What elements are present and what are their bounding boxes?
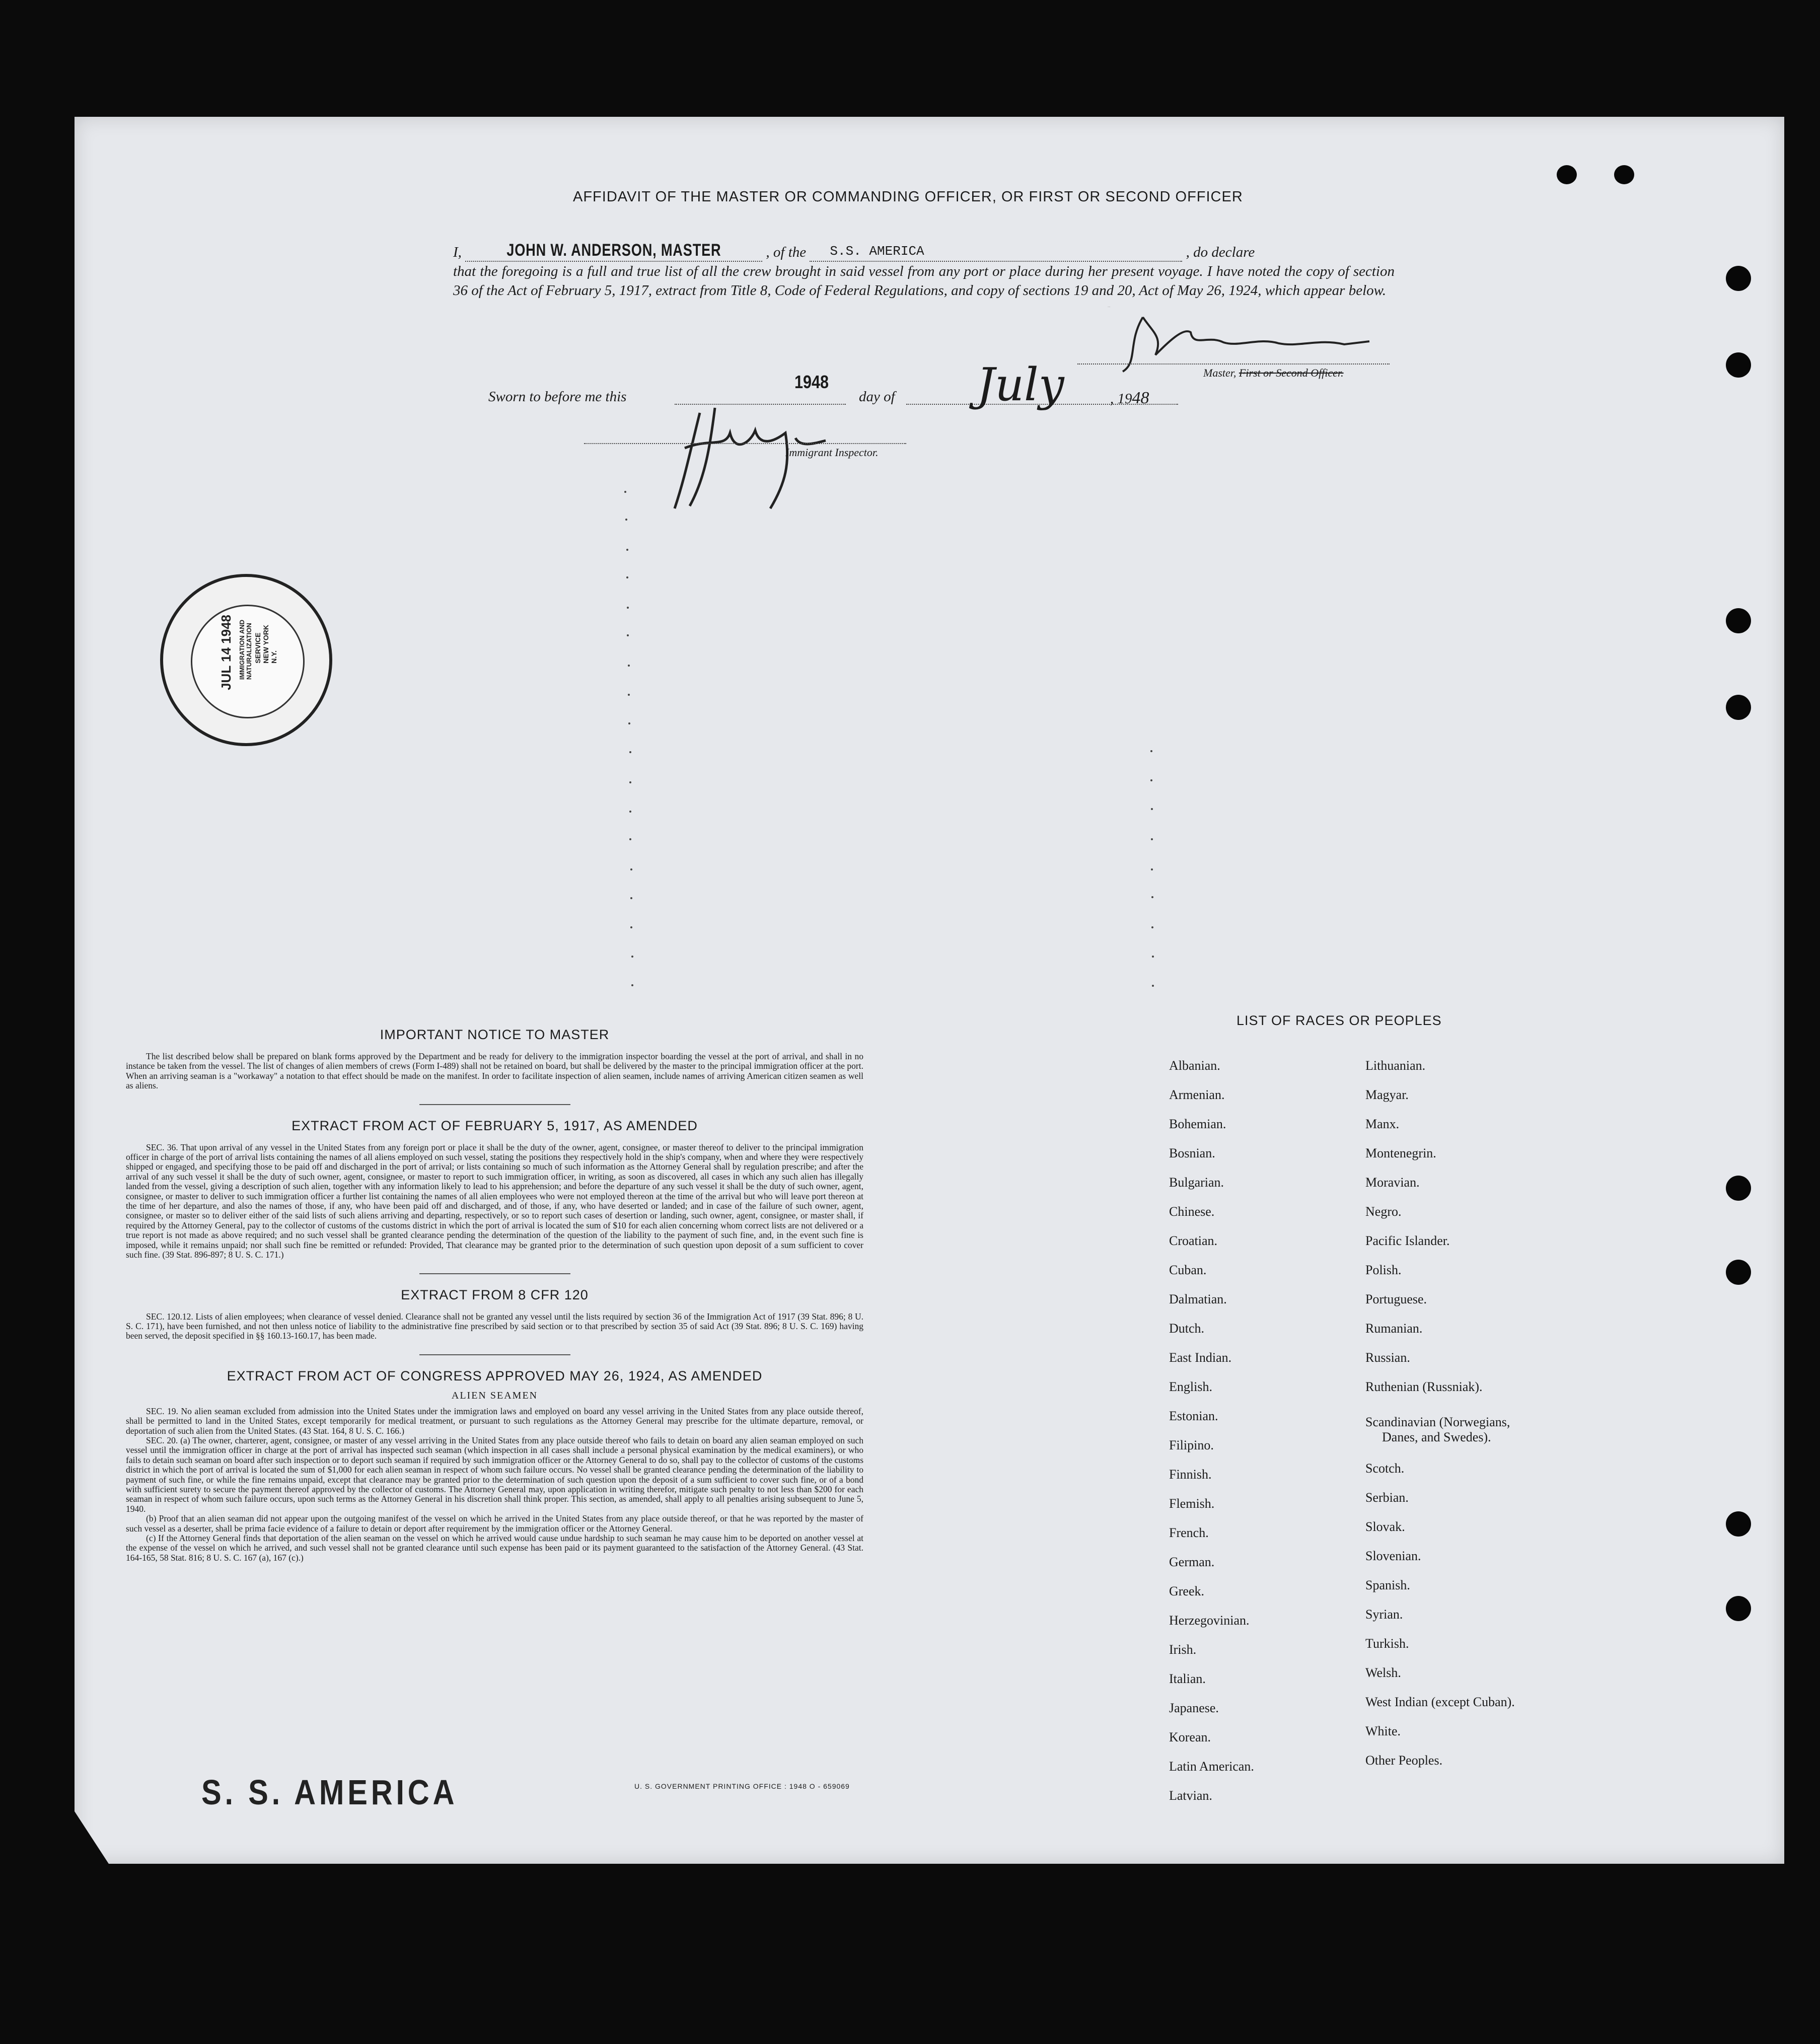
race-item: Serbian. <box>1365 1490 1409 1505</box>
race-item: Scotch. <box>1365 1461 1405 1476</box>
stamp-line: NEW YORK <box>262 625 270 664</box>
race-item: Lithuanian. <box>1365 1058 1426 1073</box>
notice-text: The list described below shall be prepared on blank forms approved by the Department and be ready for delivery to the immigration inspector boarding the vessel at the port of arrival, and shall in no instance be taken from the vessel. The list of changes of alien members of crews (Form I-489) shall not be retained on board, but shall be delivered by the master to the principal immigration officer at the port. When an arriving seaman is a "workaway" a notation to that effect should be made on the manifest. In order to facilitate inspection of alien seamen, include names of arriving American citizen seamen as well as aliens. <box>126 1051 863 1091</box>
extract-1917-text: That upon arrival of any vessel in the United States from any foreign port or place it shall be the duty of the owner, agent, consignee, or master thereof to deliver to the principal immigration officer in charge of the port of arrival lists containing the names of all aliens employed on such vessel, stating the positions they respectively hold in the ship's company, when and where they were respectively shipped or engaged, and specifying those to be paid off and discharged in the port of arrival; or lists containing so much of such information as the Attorney General shall by regulation prescribe; and after the arrival of any such vessel it shall be the duty of such owner, agent, consignee, or master to report to such immigration officer, in writing, as soon as discovered, all cases in which any such alien has illegally landed from the vessel, giving a description of such alien, together with any information likely to lead to his apprehension; and before the departure of any such vessel it shall be the duty of such owner, agent, consignee, or master to deliver to such immigration officer a further list containing the names of all alien employees who were not employed thereon at the time of the arrival but who will leave port thereon at the time of her departure, and also the names of those, if any, who have been paid off and discharged, and of those, if any, who have deserted or landed; and in case of the failure of such owner, agent, consignee, or master so to deliver either of the said lists of such aliens arriving and departing, respectively, or so to report such cases of desertion or landing, such owner, agent, consignee, or master shall, if required by the Attorney General, pay to the collector of customs of the customs district in which the port of arrival is located the sum of $10 for each alien concerning whom correct lists are not delivered or a true report is not made as above required; and no such vessel shall be granted clearance pending the determination of the question of the liability to the payment of such fine, and, in the event such fine is imposed, while it remains unpaid; nor shall such fine be remitted or refunded: Provided, That clearance may be granted prior to the determination of such question upon deposit of a sum sufficient to cover such fine. (39 Stat. 896-897; 8 U. S. C. 171.) <box>126 1142 863 1260</box>
notices-column <box>126 1027 863 1563</box>
binder-hole <box>1557 165 1577 184</box>
race-item: Filipino. <box>1169 1438 1214 1452</box>
race-item: Slovenian. <box>1365 1549 1421 1563</box>
gpo-imprint: U. S. GOVERNMENT PRINTING OFFICE : 1948 O - 659069 <box>634 1782 850 1790</box>
race-item: Cuban. <box>1169 1263 1207 1277</box>
race-item: Montenegrin. <box>1365 1146 1436 1160</box>
sworn-label: Sworn to before me this <box>488 389 627 405</box>
vessel-name-stamp: S. S. AMERICA <box>201 1773 458 1812</box>
race-item: Bulgarian. <box>1169 1175 1224 1190</box>
lead-i: I, <box>453 244 462 260</box>
race-item: Flemish. <box>1169 1496 1215 1511</box>
race-item: Syrian. <box>1365 1607 1403 1622</box>
signature-caption-master: Master, <box>1203 367 1236 379</box>
race-item: Estonian. <box>1169 1409 1218 1423</box>
signature-caption-officer: First or Second Officer. <box>1239 367 1344 379</box>
race-item: Ruthenian (Russniak). <box>1365 1379 1483 1394</box>
affidavit-declaration <box>453 241 1395 300</box>
binder-hole <box>1726 1596 1751 1621</box>
race-item: Bohemian. <box>1169 1117 1226 1131</box>
race-item: Irish. <box>1169 1642 1197 1657</box>
race-item: Spanish. <box>1365 1578 1410 1592</box>
race-item: Russian. <box>1365 1350 1410 1365</box>
race-item: Scandinavian (Norwegians, <box>1365 1415 1510 1429</box>
affidavit-body: that the foregoing is a full and true list of all the crew brought in said vessel from any port or place during her present voyage. I have noted the copy of section 36 of the Act of February 5, 1917, extract from Title 8, Code of Federal Regulations, and copy of sections 19 and 20, Act of May 26, 1924, which appear below. <box>453 263 1395 299</box>
immigration-date-stamp <box>160 574 332 746</box>
cfr-title: EXTRACT FROM 8 CFR 120 <box>401 1287 589 1302</box>
binder-hole <box>1726 1511 1751 1537</box>
binder-hole <box>1726 266 1751 291</box>
extract-1917-title: EXTRACT FROM ACT OF FEBRUARY 5, 1917, AS AMENDED <box>292 1118 698 1133</box>
stamp-line: IMMIGRATION AND <box>238 620 246 680</box>
race-item: Slovak. <box>1365 1519 1405 1534</box>
race-item: English. <box>1169 1379 1212 1394</box>
notice-title: IMPORTANT NOTICE TO MASTER <box>380 1027 610 1042</box>
race-item: Korean. <box>1169 1730 1211 1744</box>
stamp-line: N.Y. <box>270 650 278 664</box>
stamp-line: SERVICE <box>254 632 262 664</box>
race-item: Moravian. <box>1365 1175 1420 1190</box>
race-item: Italian. <box>1169 1671 1206 1686</box>
races-title: LIST OF RACES OR PEOPLES <box>1236 1013 1442 1028</box>
race-item: Greek. <box>1169 1584 1205 1598</box>
extract-1924-sec20c: (c) If the Attorney General finds that deportation of the alien seaman on the vessel on which he arrived would cause undue hardship to such seaman he may cause him to be deported on another vessel at the expense of the vessel on which he arrived, and such vessel shall not be granted clearance until such expense has been paid or its payment guaranteed to the satisfaction of the Attorney General. (43 Stat. 164-165, 58 Stat. 816; 8 U. S. C. 167 (a), 167 (c).) <box>126 1533 863 1563</box>
inspector-caption: Immigrant Inspector. <box>785 446 879 459</box>
race-item: French. <box>1169 1525 1209 1540</box>
cfr-text: Lists of alien employees; when clearance of vessel denied. Clearance shall not be granted any vessel until the lists required by section 36 of the Immigration Act of 1917 (39 Stat. 896; 8 U. S. C. 171), have been furnished, and not then unless notice of liability to the administrative fine prescribed by said section or to that prescribed by section 35 of said Act (39 Stat. 896; 8 U. S. C. 169) having been served, the deposit specified in §§ 160.13-160.17, has been made. <box>126 1311 863 1341</box>
extract-1924-sec20a: SEC. 20. (a) The owner, charterer, agent, consignee, or master of any vessel arriving in the United States from any place outside thereof who fails to detain on board any alien seaman employed on such vessel until the immigration officer in charge at the port of arrival has inspected such seaman (which inspection in all cases shall include a personal physical examination by the medical examiners), or who fails to detain such seaman on board after such inspection or to deport such seaman if required by such immigration officer or the Attorney General to do so, shall pay to the collector of customs of the customs district in which the port of arrival is located the sum of $1,000 for each alien seaman in respect of whom such failure occurs. No vessel shall be granted clearance pending the determination of the liability to payment of such fine, or while the fine remains unpaid, except that clearance may be granted prior to the determination of such question upon the deposit of a sum sufficient to cover such fine, or of a bond with sufficient surety to secure the payment thereof approved by the collector of customs. The Attorney General may, upon application in writing therefor, mitigate such penalty to not less than $200 for each seaman in respect of whom such failure occurs, upon such terms as the Attorney General in his discretion shall think proper. This section, as amended, shall apply to all penalties arising subsequent to June 5, 1940. <box>126 1435 863 1514</box>
race-item: Rumanian. <box>1365 1321 1423 1336</box>
race-item: Portuguese. <box>1365 1292 1427 1306</box>
race-item: Finnish. <box>1169 1467 1212 1482</box>
race-item: Pacific Islander. <box>1365 1233 1450 1248</box>
race-item: Latvian. <box>1169 1788 1212 1803</box>
race-item: Armenian. <box>1169 1087 1225 1102</box>
binder-hole <box>1726 695 1751 720</box>
extract-1917-sec: SEC. 36. <box>146 1142 178 1152</box>
of-the-label: , of the <box>766 244 807 260</box>
race-item: Albanian. <box>1169 1058 1220 1073</box>
master-name: JOHN W. ANDERSON, MASTER <box>506 241 721 260</box>
race-item: Welsh. <box>1365 1665 1401 1680</box>
race-item: Chinese. <box>1169 1204 1215 1219</box>
cfr-sec: SEC. 120.12. <box>146 1311 193 1322</box>
vessel-name: S.S. AMERICA <box>830 244 924 259</box>
race-item: East Indian. <box>1169 1350 1232 1365</box>
extract-1924-sec19: SEC. 19. No alien seaman excluded from admission into the United States under the immigration laws and employed on board any vessel arriving in the United States from any place outside thereof, shall be permitted to land in the United States, except temporarily for medical treatment, or pursuant to such regulations as the Attorney General may prescribe for the ultimate departure, removal, or deportation of such alien from the United States. (43 Stat. 164, 8 U. S. C. 166.) <box>126 1406 863 1436</box>
binder-hole <box>1726 1260 1751 1285</box>
affidavit-title: AFFIDAVIT OF THE MASTER OR COMMANDING OFFICER, OR FIRST OR SECOND OFFICER <box>573 189 1243 205</box>
race-item: Manx. <box>1365 1117 1400 1131</box>
binder-hole <box>1726 1176 1751 1201</box>
sworn-day: 1948 <box>794 372 829 392</box>
year-suffix: 48 <box>1132 389 1149 407</box>
race-item: Croatian. <box>1169 1233 1218 1248</box>
race-item: Turkish. <box>1365 1636 1409 1651</box>
stamp-date: JUL 14 1948 <box>219 615 234 690</box>
race-item: Herzegovinian. <box>1169 1613 1250 1628</box>
race-item: Other Peoples. <box>1365 1753 1443 1768</box>
do-declare-label: , do declare <box>1186 244 1255 260</box>
stamp-line: NATURALIZATION <box>245 623 253 680</box>
extract-1924-subtitle: ALIEN SEAMEN <box>451 1390 538 1401</box>
race-item: Latin American. <box>1169 1759 1254 1774</box>
race-item: Polish. <box>1365 1263 1402 1277</box>
extract-1924-sec20b: (b) Proof that an alien seaman did not appear upon the outgoing manifest of the vessel on which he arrived in the United States from any place outside thereof, or that he was reported by the master of such vessel as a deserter, shall be prima facie evidence of a failure to detain or deport after requirement by the immigration officer or the Attorney General. <box>126 1513 863 1534</box>
day-of-label: day of <box>859 389 895 405</box>
race-item: Negro. <box>1365 1204 1402 1219</box>
binder-hole <box>1726 352 1751 378</box>
year-prefix: , 19 <box>1110 391 1132 407</box>
race-item: Dutch. <box>1169 1321 1205 1336</box>
extract-1924-title: EXTRACT FROM ACT OF CONGRESS APPROVED MAY 26, 1924, AS AMENDED <box>227 1368 763 1383</box>
race-item: German. <box>1169 1555 1215 1569</box>
race-item: Japanese. <box>1169 1701 1219 1715</box>
binder-hole <box>1726 608 1751 633</box>
race-item: West Indian (except Cuban). <box>1365 1695 1515 1709</box>
binder-hole <box>1614 165 1634 184</box>
master-signature-text: JWAnderson <box>1108 307 1111 308</box>
race-item: Magyar. <box>1365 1087 1409 1102</box>
race-item: White. <box>1365 1724 1401 1738</box>
race-item: Bosnian. <box>1169 1146 1215 1160</box>
race-item: Danes, and Swedes). <box>1382 1430 1491 1444</box>
sworn-month: July <box>977 358 1064 411</box>
document-page <box>75 117 1784 1864</box>
race-item: Dalmatian. <box>1169 1292 1227 1306</box>
